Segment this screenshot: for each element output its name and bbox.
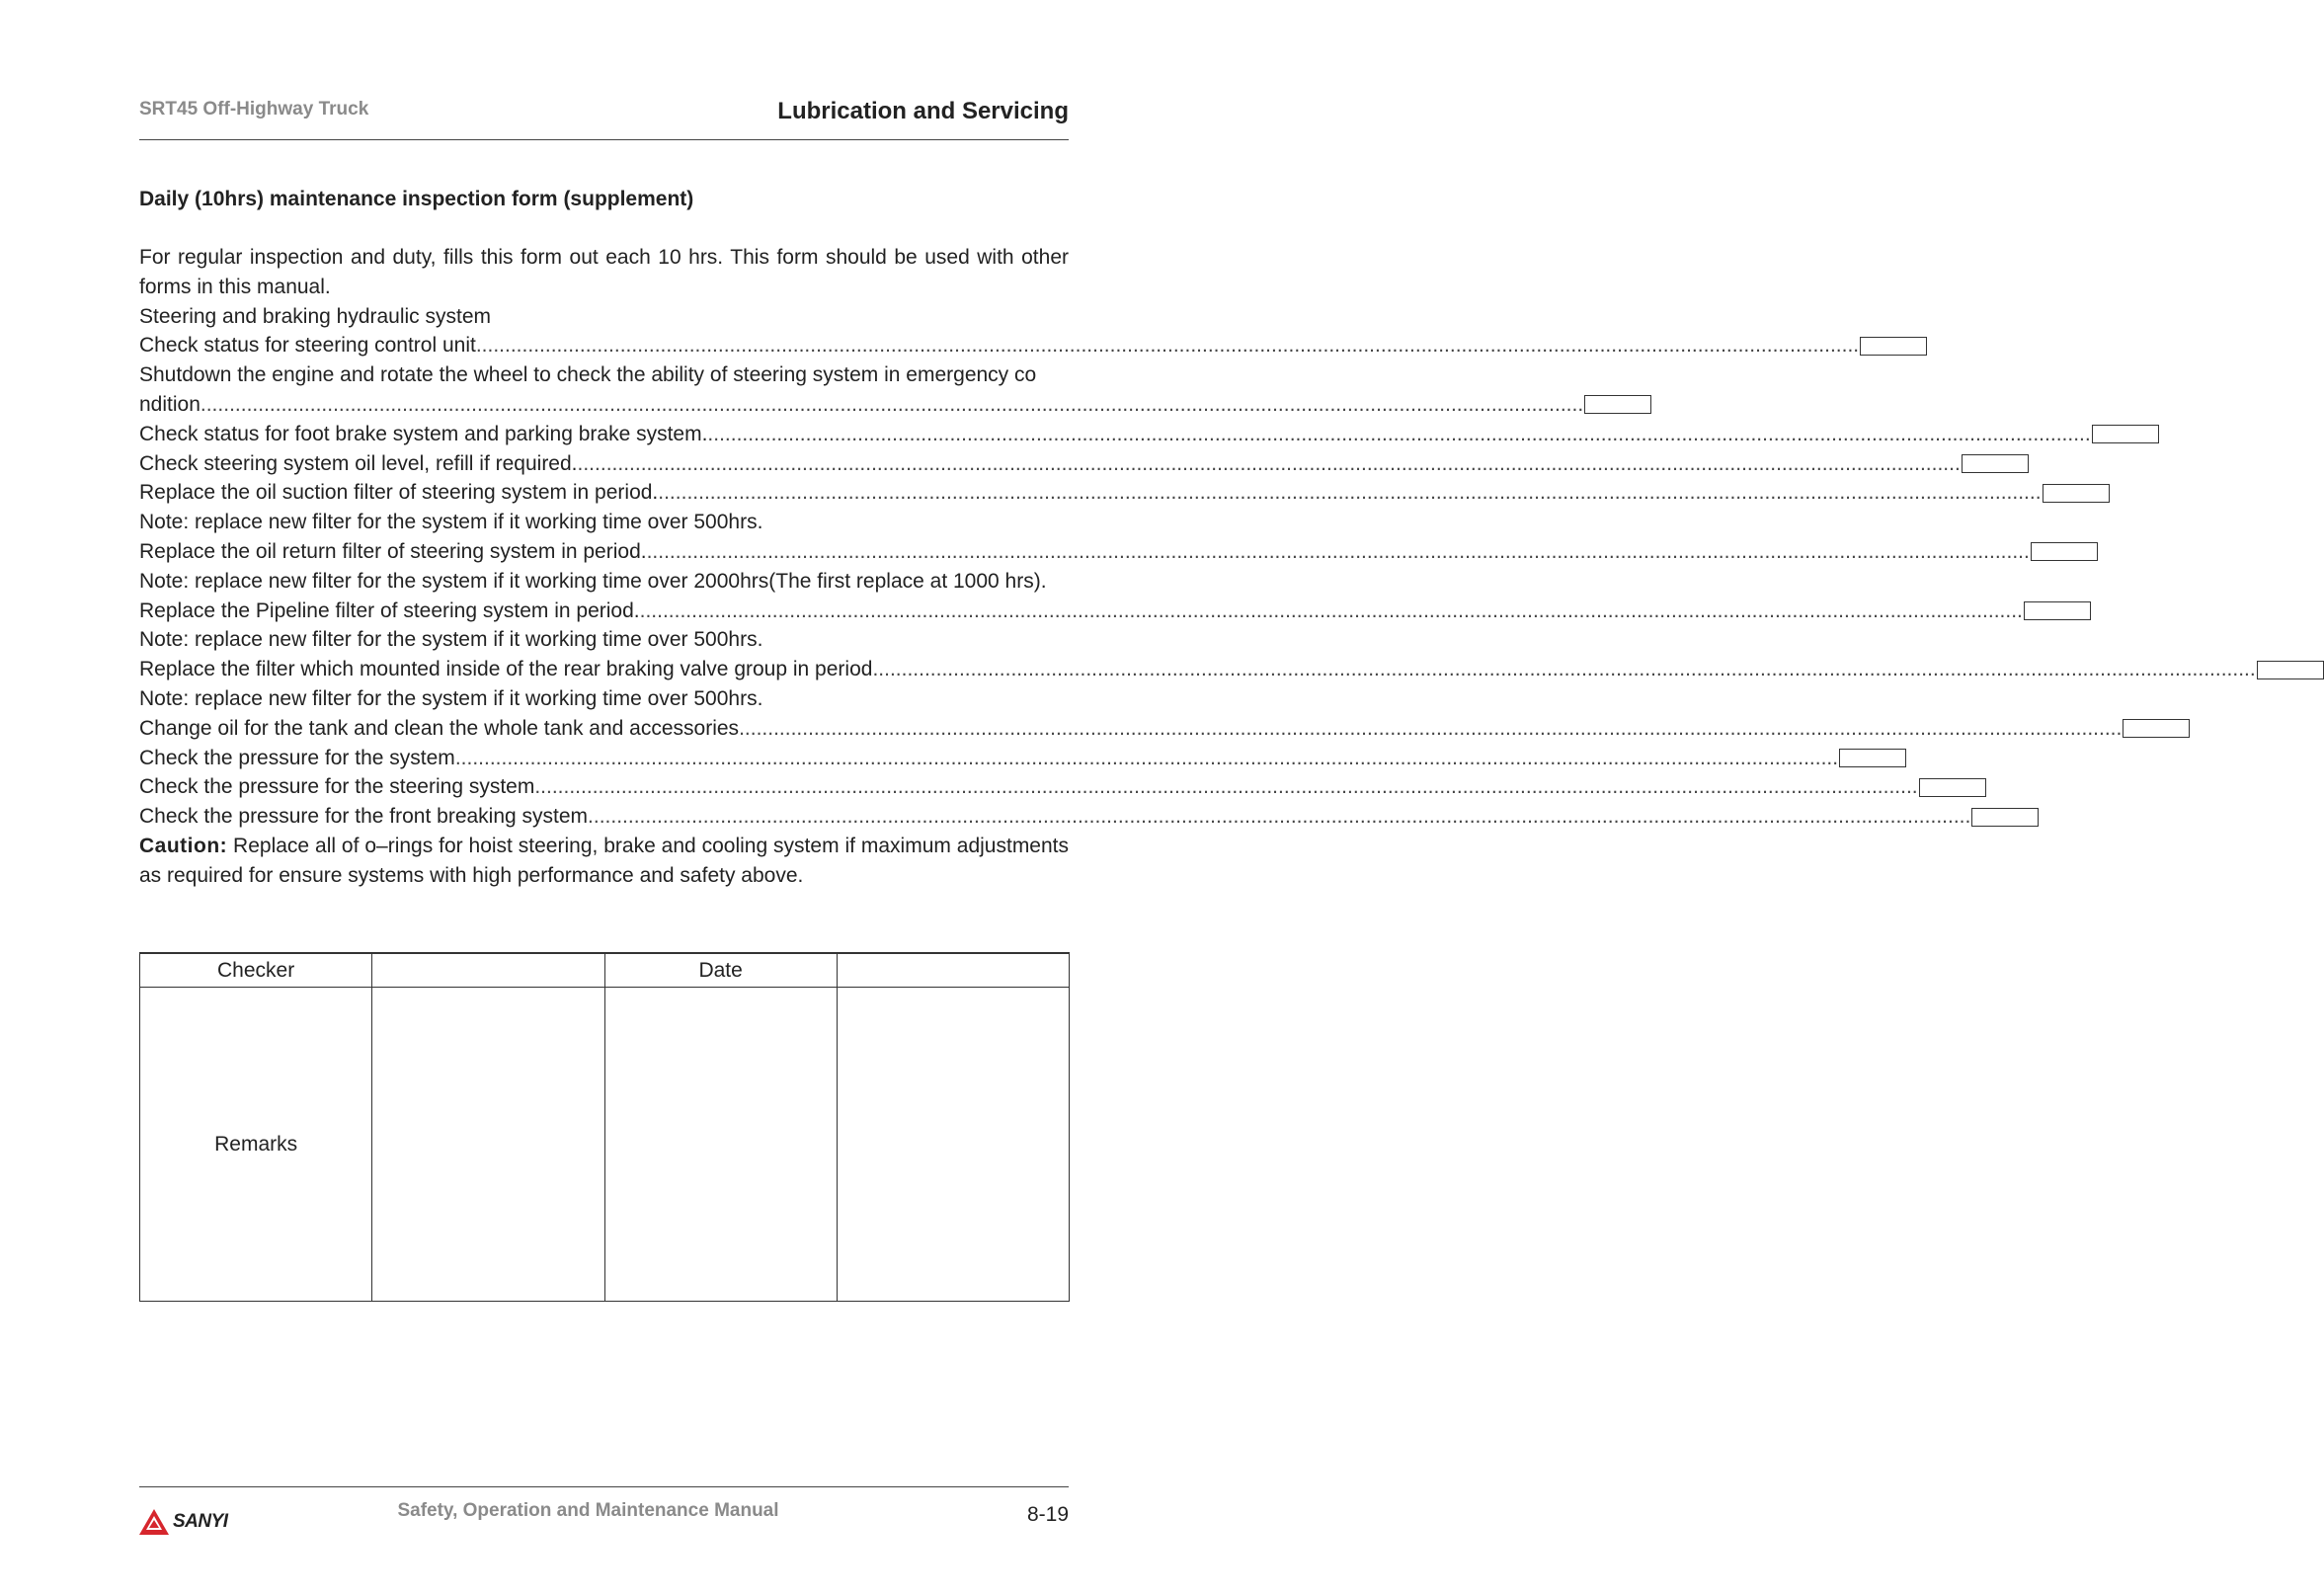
check-box[interactable] <box>1839 749 1906 767</box>
check-box[interactable] <box>1584 395 1651 414</box>
intro-paragraph: For regular inspection and duty, fills this form out each 10 hrs. This form should be used with other forms in this manual. <box>139 246 1069 298</box>
checklist-item-text: Replace the filter which mounted inside of the rear braking valve group in period <box>139 658 873 681</box>
check-box[interactable] <box>2257 661 2324 679</box>
checklist-item <box>139 744 1069 773</box>
checklist-item <box>139 802 1069 832</box>
date-value-cell[interactable] <box>837 953 1069 988</box>
checklist-item-text: Check the pressure for the system <box>139 746 455 769</box>
check-box[interactable] <box>1919 778 1986 797</box>
checklist-item <box>139 772 1069 802</box>
checklist-item-text: Check status for foot brake system and parking brake system. <box>139 422 708 445</box>
leader-dots <box>534 772 1917 802</box>
check-box[interactable] <box>2024 601 2091 620</box>
checklist-item <box>139 714 1069 744</box>
checklist-item <box>139 390 1069 420</box>
remarks-cell[interactable] <box>837 988 1069 1302</box>
checklist-item <box>139 420 1069 449</box>
checklist-item <box>139 331 1069 360</box>
leader-dots <box>200 390 1583 420</box>
check-box[interactable] <box>2043 484 2110 503</box>
checker-label-cell: Checker <box>140 953 372 988</box>
checker-value-cell[interactable] <box>372 953 604 988</box>
checklist-item-text: Replace the oil return filter of steering system in period. <box>139 539 647 563</box>
header-document-name: SRT45 Off-Highway Truck <box>139 99 369 120</box>
check-box[interactable] <box>2092 425 2159 443</box>
checklist-item-text: Change oil for the tank and clean the whole tank and accessories <box>139 716 740 740</box>
leader-dots <box>872 655 2255 684</box>
checklist-item <box>139 655 1069 684</box>
header-chapter-title: Lubrication and Servicing <box>777 98 1069 124</box>
check-box[interactable] <box>1860 337 1927 356</box>
date-label-cell: Date <box>604 953 837 988</box>
logo-wordmark: SANYI <box>173 1511 228 1532</box>
form-body <box>139 243 1069 891</box>
note-text: Note: replace new filter for the system if it working time over 500hrs. <box>139 628 763 652</box>
checklist-item <box>139 537 1069 567</box>
check-box[interactable] <box>2123 719 2190 738</box>
checklist-item-text: Check steering system oil level, refill if required. <box>139 451 578 475</box>
sign-off-table <box>139 952 1070 1302</box>
form-title: Daily (10hrs) maintenance inspection form (supplement) <box>139 188 694 210</box>
leader-dots <box>658 478 2041 508</box>
checklist-item <box>139 449 1069 479</box>
leader-dots <box>707 420 2090 449</box>
leader-dots <box>578 449 1961 479</box>
leader-dots <box>476 331 1859 360</box>
caution-text: Replace all of o–rings for hoist steering, brake and cooling system if maximum adjustments as required for ensure systems with high performance and safety above. <box>139 834 1069 887</box>
table-row <box>140 953 1070 988</box>
check-box[interactable] <box>1962 454 2029 473</box>
checklist-item-text: Replace the oil suction filter of steering system in period. <box>139 481 659 505</box>
checklist-item-text: Check status for steering control unit <box>139 334 476 358</box>
leader-dots <box>739 714 2122 744</box>
leader-dots <box>455 744 1838 773</box>
checklist-item <box>139 478 1069 508</box>
check-box[interactable] <box>1971 808 2039 827</box>
remarks-cell[interactable] <box>372 988 604 1302</box>
note-text: Note: replace new filter for the system if it working time over 2000hrs(The first replace at 1000 hrs). <box>139 569 1047 593</box>
leader-dots <box>640 597 2023 626</box>
checklist-item <box>139 597 1069 626</box>
caution-label: Caution: <box>139 834 228 857</box>
remarks-label-cell: Remarks <box>140 988 372 1302</box>
footer-divider <box>139 1486 1069 1487</box>
header-divider <box>139 139 1069 140</box>
leader-dots <box>588 802 1970 832</box>
checklist-item-text: Check the pressure for the front breaking system <box>139 805 589 829</box>
checklist-item-text: ndition <box>139 392 200 416</box>
note-text: Note: replace new filter for the system if it working time over 500hrs. <box>139 686 763 710</box>
checklist-item-text: Shutdown the engine and rotate the wheel to check the ability of steering system in emergency co <box>139 363 1037 387</box>
footer-manual-title: Safety, Operation and Maintenance Manual <box>397 1500 779 1521</box>
checklist-item-text: Check the pressure for the steering system <box>139 775 535 799</box>
note-text: Note: replace new filter for the system if it working time over 500hrs. <box>139 511 763 534</box>
checklist-item-text: Replace the Pipeline filter of steering system in period. <box>139 598 640 622</box>
caution-paragraph <box>139 832 1069 891</box>
leader-dots <box>647 537 2030 567</box>
table-row <box>140 988 1070 1302</box>
section-heading: Steering and braking hydraulic system <box>139 304 492 328</box>
check-box[interactable] <box>2031 542 2098 561</box>
page-number: 8-19 <box>1026 1503 1069 1526</box>
remarks-cell[interactable] <box>604 988 837 1302</box>
